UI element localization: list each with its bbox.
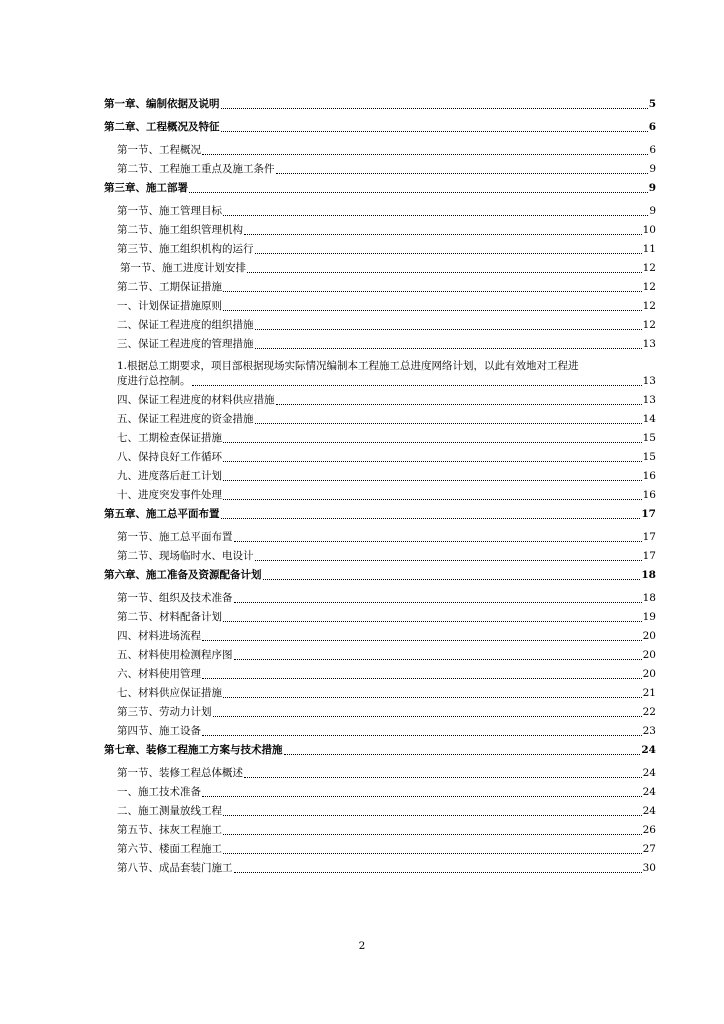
toc-chapter-entry[interactable] xyxy=(104,182,656,195)
toc-section-entry[interactable] xyxy=(104,550,656,563)
toc-page-number: 16 xyxy=(642,489,656,501)
toc-page-number: 27 xyxy=(642,843,656,855)
toc-entry-title: 十、进度突发事件处理 xyxy=(117,489,222,501)
dot-leader xyxy=(234,601,642,603)
toc-page-number: 24 xyxy=(642,786,656,798)
toc-entry-title: 五、保证工程进度的资金措施 xyxy=(117,413,254,425)
dot-leader xyxy=(221,130,648,132)
toc-section-entry[interactable] xyxy=(104,630,656,643)
toc-section-entry[interactable] xyxy=(104,243,656,256)
toc-section-entry[interactable] xyxy=(104,725,656,738)
toc-page-number: 12 xyxy=(642,262,656,274)
toc-chapter-entry[interactable] xyxy=(104,98,656,111)
toc-page-number: 6 xyxy=(648,121,656,133)
dot-leader xyxy=(247,271,642,273)
toc-section-entry[interactable] xyxy=(104,687,656,700)
dot-leader xyxy=(276,403,642,405)
toc-entry-title: 第二节、工期保证措施 xyxy=(117,281,222,293)
toc-page-number: 13 xyxy=(642,394,656,406)
dot-leader xyxy=(223,696,642,698)
toc-entry-title: 第三节、施工组织机构的运行 xyxy=(117,243,254,255)
toc-page-number: 17 xyxy=(642,531,656,543)
dot-leader xyxy=(202,795,642,797)
toc-section-entry[interactable] xyxy=(104,432,656,445)
toc-section-entry[interactable] xyxy=(104,470,656,483)
toc-entry-title: 第二节、材料配备计划 xyxy=(117,611,222,623)
dot-leader xyxy=(202,677,642,679)
toc-page-number: 6 xyxy=(649,144,656,156)
dot-leader xyxy=(223,814,642,816)
toc-entry-title: 八、保持良好工作循环 xyxy=(117,451,222,463)
toc-entry-title: 第六节、楼面工程施工 xyxy=(117,843,222,855)
toc-entry-title: 第六章、施工准备及资源配备计划 xyxy=(104,569,262,581)
toc-page-number: 30 xyxy=(642,862,656,874)
toc-section-entry[interactable] xyxy=(104,843,656,856)
toc-section-entry[interactable] xyxy=(104,319,656,332)
page-number: 2 xyxy=(358,940,366,952)
toc-entry-title: 第一节、施工总平面布置 xyxy=(117,531,233,543)
toc-section-entry[interactable] xyxy=(104,394,656,407)
toc-page-number: 24 xyxy=(641,744,656,756)
toc-page-number: 17 xyxy=(641,508,656,520)
toc-entry-title: 第二节、工程施工重点及施工条件 xyxy=(117,163,275,175)
dot-leader xyxy=(223,460,642,462)
toc-page-number: 9 xyxy=(648,182,656,194)
toc-section-entry[interactable] xyxy=(104,668,656,681)
toc-entry-title: 一、计划保证措施原则 xyxy=(117,300,222,312)
toc-section-entry[interactable] xyxy=(104,281,656,294)
dot-leader xyxy=(221,517,641,519)
dot-leader xyxy=(223,309,642,311)
toc-entry-title: 三、保证工程进度的管理措施 xyxy=(117,338,254,350)
toc-entry-title: 第三章、施工部署 xyxy=(104,182,188,194)
toc-section-entry[interactable] xyxy=(104,824,656,837)
toc-entry-title: 第一节、工程概况 xyxy=(117,144,201,156)
toc-chapter-entry[interactable] xyxy=(104,569,656,582)
toc-entry-title-line2-row xyxy=(117,375,656,388)
toc-page-number: 20 xyxy=(642,630,656,642)
dot-leader xyxy=(234,871,642,873)
toc-page-number: 20 xyxy=(642,668,656,680)
dot-leader xyxy=(202,734,642,736)
toc-entry-title: 第二章、工程概况及特征 xyxy=(104,121,220,133)
toc-page-number: 16 xyxy=(642,470,656,482)
toc-page-number: 5 xyxy=(648,98,656,110)
dot-leader xyxy=(263,578,641,580)
dot-leader xyxy=(189,191,648,193)
toc-entry-title: 第一节、施工管理目标 xyxy=(117,205,222,217)
toc-entry-title: 五、材料使用检测程序图 xyxy=(117,649,233,661)
toc-entry-title: 第三节、劳动力计划 xyxy=(117,706,212,718)
toc-page-number: 20 xyxy=(642,649,656,661)
toc-section-entry[interactable] xyxy=(104,163,656,176)
toc-section-entry[interactable] xyxy=(104,205,656,218)
toc-section-entry[interactable] xyxy=(104,489,656,502)
dot-leader xyxy=(223,852,642,854)
toc-entry-title: 六、材料使用管理 xyxy=(117,668,201,680)
toc-section-entry[interactable] xyxy=(104,862,656,875)
toc-entry-title: 第七章、装修工程施工方案与技术措施 xyxy=(104,744,283,756)
toc-section-entry[interactable] xyxy=(104,413,656,426)
dot-leader xyxy=(244,776,642,778)
toc-page-number: 19 xyxy=(642,611,656,623)
toc-page-number: 9 xyxy=(649,205,656,217)
dot-leader xyxy=(223,290,642,292)
toc-page-number: 13 xyxy=(642,375,656,387)
dot-leader xyxy=(223,620,642,622)
toc-section-entry[interactable] xyxy=(104,767,656,780)
dot-leader xyxy=(223,833,642,835)
toc-section-entry[interactable] xyxy=(104,224,656,237)
toc-page-number: 24 xyxy=(642,805,656,817)
toc-entry-title: 第一节、组织及技术准备 xyxy=(117,592,233,604)
toc-page-number: 17 xyxy=(642,550,656,562)
dot-leader xyxy=(255,422,642,424)
dot-leader xyxy=(202,153,648,155)
dot-leader xyxy=(234,540,642,542)
toc-page-number: 23 xyxy=(642,725,656,737)
toc-entry-title: 第二节、施工组织管理机构 xyxy=(117,224,243,236)
toc-page-number: 14 xyxy=(642,413,656,425)
toc-section-entry[interactable] xyxy=(104,451,656,464)
toc-page-number: 10 xyxy=(642,224,656,236)
toc-entry-title: 第二节、现场临时水、电设计 xyxy=(117,550,254,562)
toc-page-number: 15 xyxy=(642,451,656,463)
toc-section-entry[interactable] xyxy=(104,611,656,624)
toc-entry-title: 第五章、施工总平面布置 xyxy=(104,508,220,520)
toc-entry-title: 第一节、装修工程总体概述 xyxy=(117,767,243,779)
toc-entry-title: 七、材料供应保证措施 xyxy=(117,687,222,699)
toc-page-number: 9 xyxy=(649,163,656,175)
toc-entry-title: 第一章、编制依据及说明 xyxy=(104,98,220,110)
toc-entry-title: 九、进度落后赶工计划 xyxy=(117,470,222,482)
toc-page-number: 24 xyxy=(642,767,656,779)
toc-page-number: 11 xyxy=(642,243,656,255)
toc-section-entry[interactable] xyxy=(104,592,656,605)
table-of-contents xyxy=(104,94,656,881)
toc-entry-title: 第四节、施工设备 xyxy=(117,725,201,737)
dot-leader xyxy=(255,347,642,349)
toc-entry-title: 二、保证工程进度的组织措施 xyxy=(117,319,254,331)
dot-leader xyxy=(255,252,642,254)
dot-leader xyxy=(223,498,642,500)
toc-entry-title-line2: 度进行总控制。 xyxy=(117,375,191,387)
toc-page-number: 12 xyxy=(642,319,656,331)
toc-page-number: 26 xyxy=(642,824,656,836)
toc-entry-wrapped[interactable] xyxy=(104,357,656,388)
toc-entry-title: 一、施工技术准备 xyxy=(117,786,201,798)
toc-section-entry[interactable] xyxy=(104,338,656,351)
toc-page-number: 13 xyxy=(642,338,656,350)
dot-leader xyxy=(234,658,642,660)
dot-leader xyxy=(202,639,642,641)
toc-entry-title: 七、工期检查保证措施 xyxy=(117,432,222,444)
dot-leader xyxy=(255,328,642,330)
toc-entry-title: 第五节、抹灰工程施工 xyxy=(117,824,222,836)
toc-chapter-entry[interactable] xyxy=(104,508,656,521)
dot-leader xyxy=(244,233,642,235)
toc-page-number: 21 xyxy=(642,687,656,699)
toc-page-number: 18 xyxy=(641,569,656,581)
toc-entry-title: 第一节、施工进度计划安排 xyxy=(120,262,246,274)
dot-leader xyxy=(213,715,642,717)
toc-chapter-entry[interactable] xyxy=(104,744,656,757)
toc-entry-title-line1: 1.根据总工期要求，项目部根据现场实际情况编制本工程施工总进度网络计划，以此有效地对工程进 xyxy=(117,360,579,372)
toc-entry-title: 四、保证工程进度的材料供应措施 xyxy=(117,394,275,406)
toc-section-entry[interactable] xyxy=(104,649,656,662)
toc-section-entry[interactable] xyxy=(104,531,656,544)
dot-leader xyxy=(223,479,642,481)
dot-leader xyxy=(255,559,642,561)
dot-leader xyxy=(221,107,648,109)
toc-entry-title: 第八节、成品套装门施工 xyxy=(117,862,233,874)
toc-chapter-entry[interactable] xyxy=(104,121,656,134)
dot-leader xyxy=(284,753,641,755)
toc-page-number: 22 xyxy=(642,706,656,718)
toc-page-number: 12 xyxy=(642,300,656,312)
dot-leader xyxy=(192,384,642,386)
toc-entry-title: 二、施工测量放线工程 xyxy=(117,805,222,817)
toc-page-number: 15 xyxy=(642,432,656,444)
toc-section-entry[interactable] xyxy=(104,706,656,719)
toc-page-number: 18 xyxy=(642,592,656,604)
toc-entry-title: 四、材料进场流程 xyxy=(117,630,201,642)
toc-section-entry[interactable] xyxy=(104,262,656,275)
toc-page-number: 12 xyxy=(642,281,656,293)
toc-section-entry[interactable] xyxy=(104,805,656,818)
toc-section-entry[interactable] xyxy=(104,786,656,799)
dot-leader xyxy=(223,214,648,216)
dot-leader xyxy=(223,441,642,443)
toc-section-entry[interactable] xyxy=(104,144,656,157)
toc-section-entry[interactable] xyxy=(104,300,656,313)
dot-leader xyxy=(276,172,649,174)
